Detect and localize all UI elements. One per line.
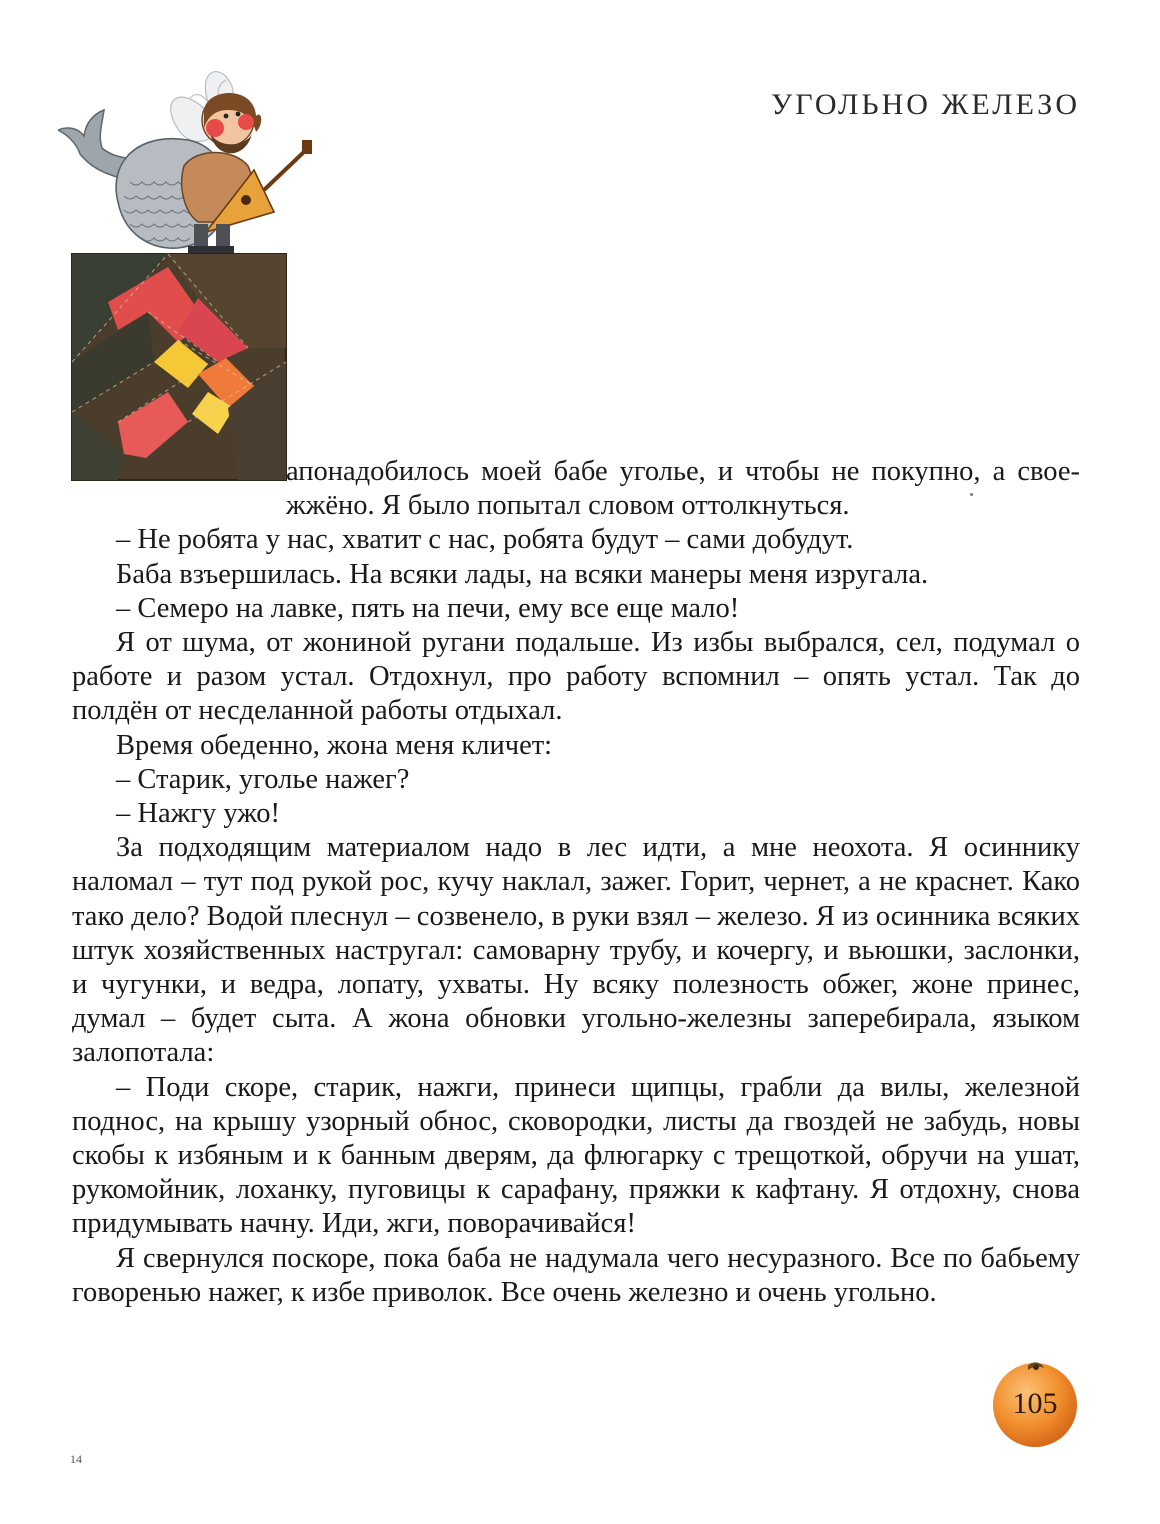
paragraph: – Не робята у нас, хватит с нас, робята будут – сами добудут. bbox=[116, 524, 854, 556]
boot-icon bbox=[194, 224, 208, 248]
paragraph: За подходящим материалом надо в лес идти, а мне неохота. Я осиннику наломал – тут под рукой рос, кучу наклал, зажег. Горит, чернет, а не краснет. Како тако дело? Водой плеснул – созвенело, в руки взял – железо. Я из осинника всяких штук хозяйственных настругал: самоварну трубу, и кочергу, и вьюшки, заслонки, и чугунки, и ведра, лопату, ухваты. Ну всяку полезность обжег, жоне принес, думал – будет сыта. А жона обновки угольно-железны заперебирала, языком залопотала: bbox=[72, 832, 1080, 1069]
paragraph: – Старик, уголье нажег? bbox=[116, 763, 410, 795]
page-number: 105 bbox=[1012, 1387, 1058, 1420]
stray-dot bbox=[970, 493, 973, 496]
opening-paragraph: апонадобилось моей бабе уголье, и чтобы не покупно, а своежжёно. Я было попытал словом оттолкнуться. bbox=[286, 456, 1080, 522]
angel-fish-musician-on-drop-cap-icon bbox=[58, 62, 330, 482]
paragraph: Время обеденно, жона меня кличет: bbox=[116, 729, 553, 761]
corner-mark: 14 bbox=[70, 1452, 82, 1466]
page-number-badge bbox=[990, 1358, 1080, 1448]
boot-icon bbox=[216, 224, 230, 248]
paragraph: Баба взъершилась. На всяки лады, на всяки манеры меня изругала. bbox=[116, 558, 929, 590]
paragraph: – Нажгу ужо! bbox=[116, 798, 280, 830]
drop-cap-block-icon bbox=[72, 254, 286, 480]
page-title: УГОЛЬНО ЖЕЛЕЗО bbox=[771, 88, 1080, 121]
paragraph: – Семеро на лавке, пять на печи, ему все еще мало! bbox=[116, 592, 740, 624]
paragraph: Я от шума, от жониной ругани подальше. Из избы выбрался, сел, подумал о работе и разом устал. Отдохнул, про работу вспомнил – опять устал. Так до полдён от несделанной работы отдыхал. bbox=[72, 627, 1080, 727]
story-text bbox=[72, 455, 1080, 1310]
paragraph: – Поди скоре, старик, нажги, принеси щипцы, грабли да вилы, железной поднос, на крышу узорный обнос, сковородки, листы да гвоздей не забудь, новы скобы к избяным и к банным дверям, да флюгарку с трещоткой, обручи на ушат, рукомойник, лоханку, пуговицы к сарафану, пряжки к кафтану. Я отдохну, снова придумывать начну. Иди, жги, поворачивайся! bbox=[72, 1071, 1080, 1240]
paragraph: Я свернулся поскоре, пока баба не надумала чего несуразного. Все по бабьему говоренью нажег, к избе приволок. Все очень железно и очень угольно. bbox=[72, 1242, 1080, 1308]
